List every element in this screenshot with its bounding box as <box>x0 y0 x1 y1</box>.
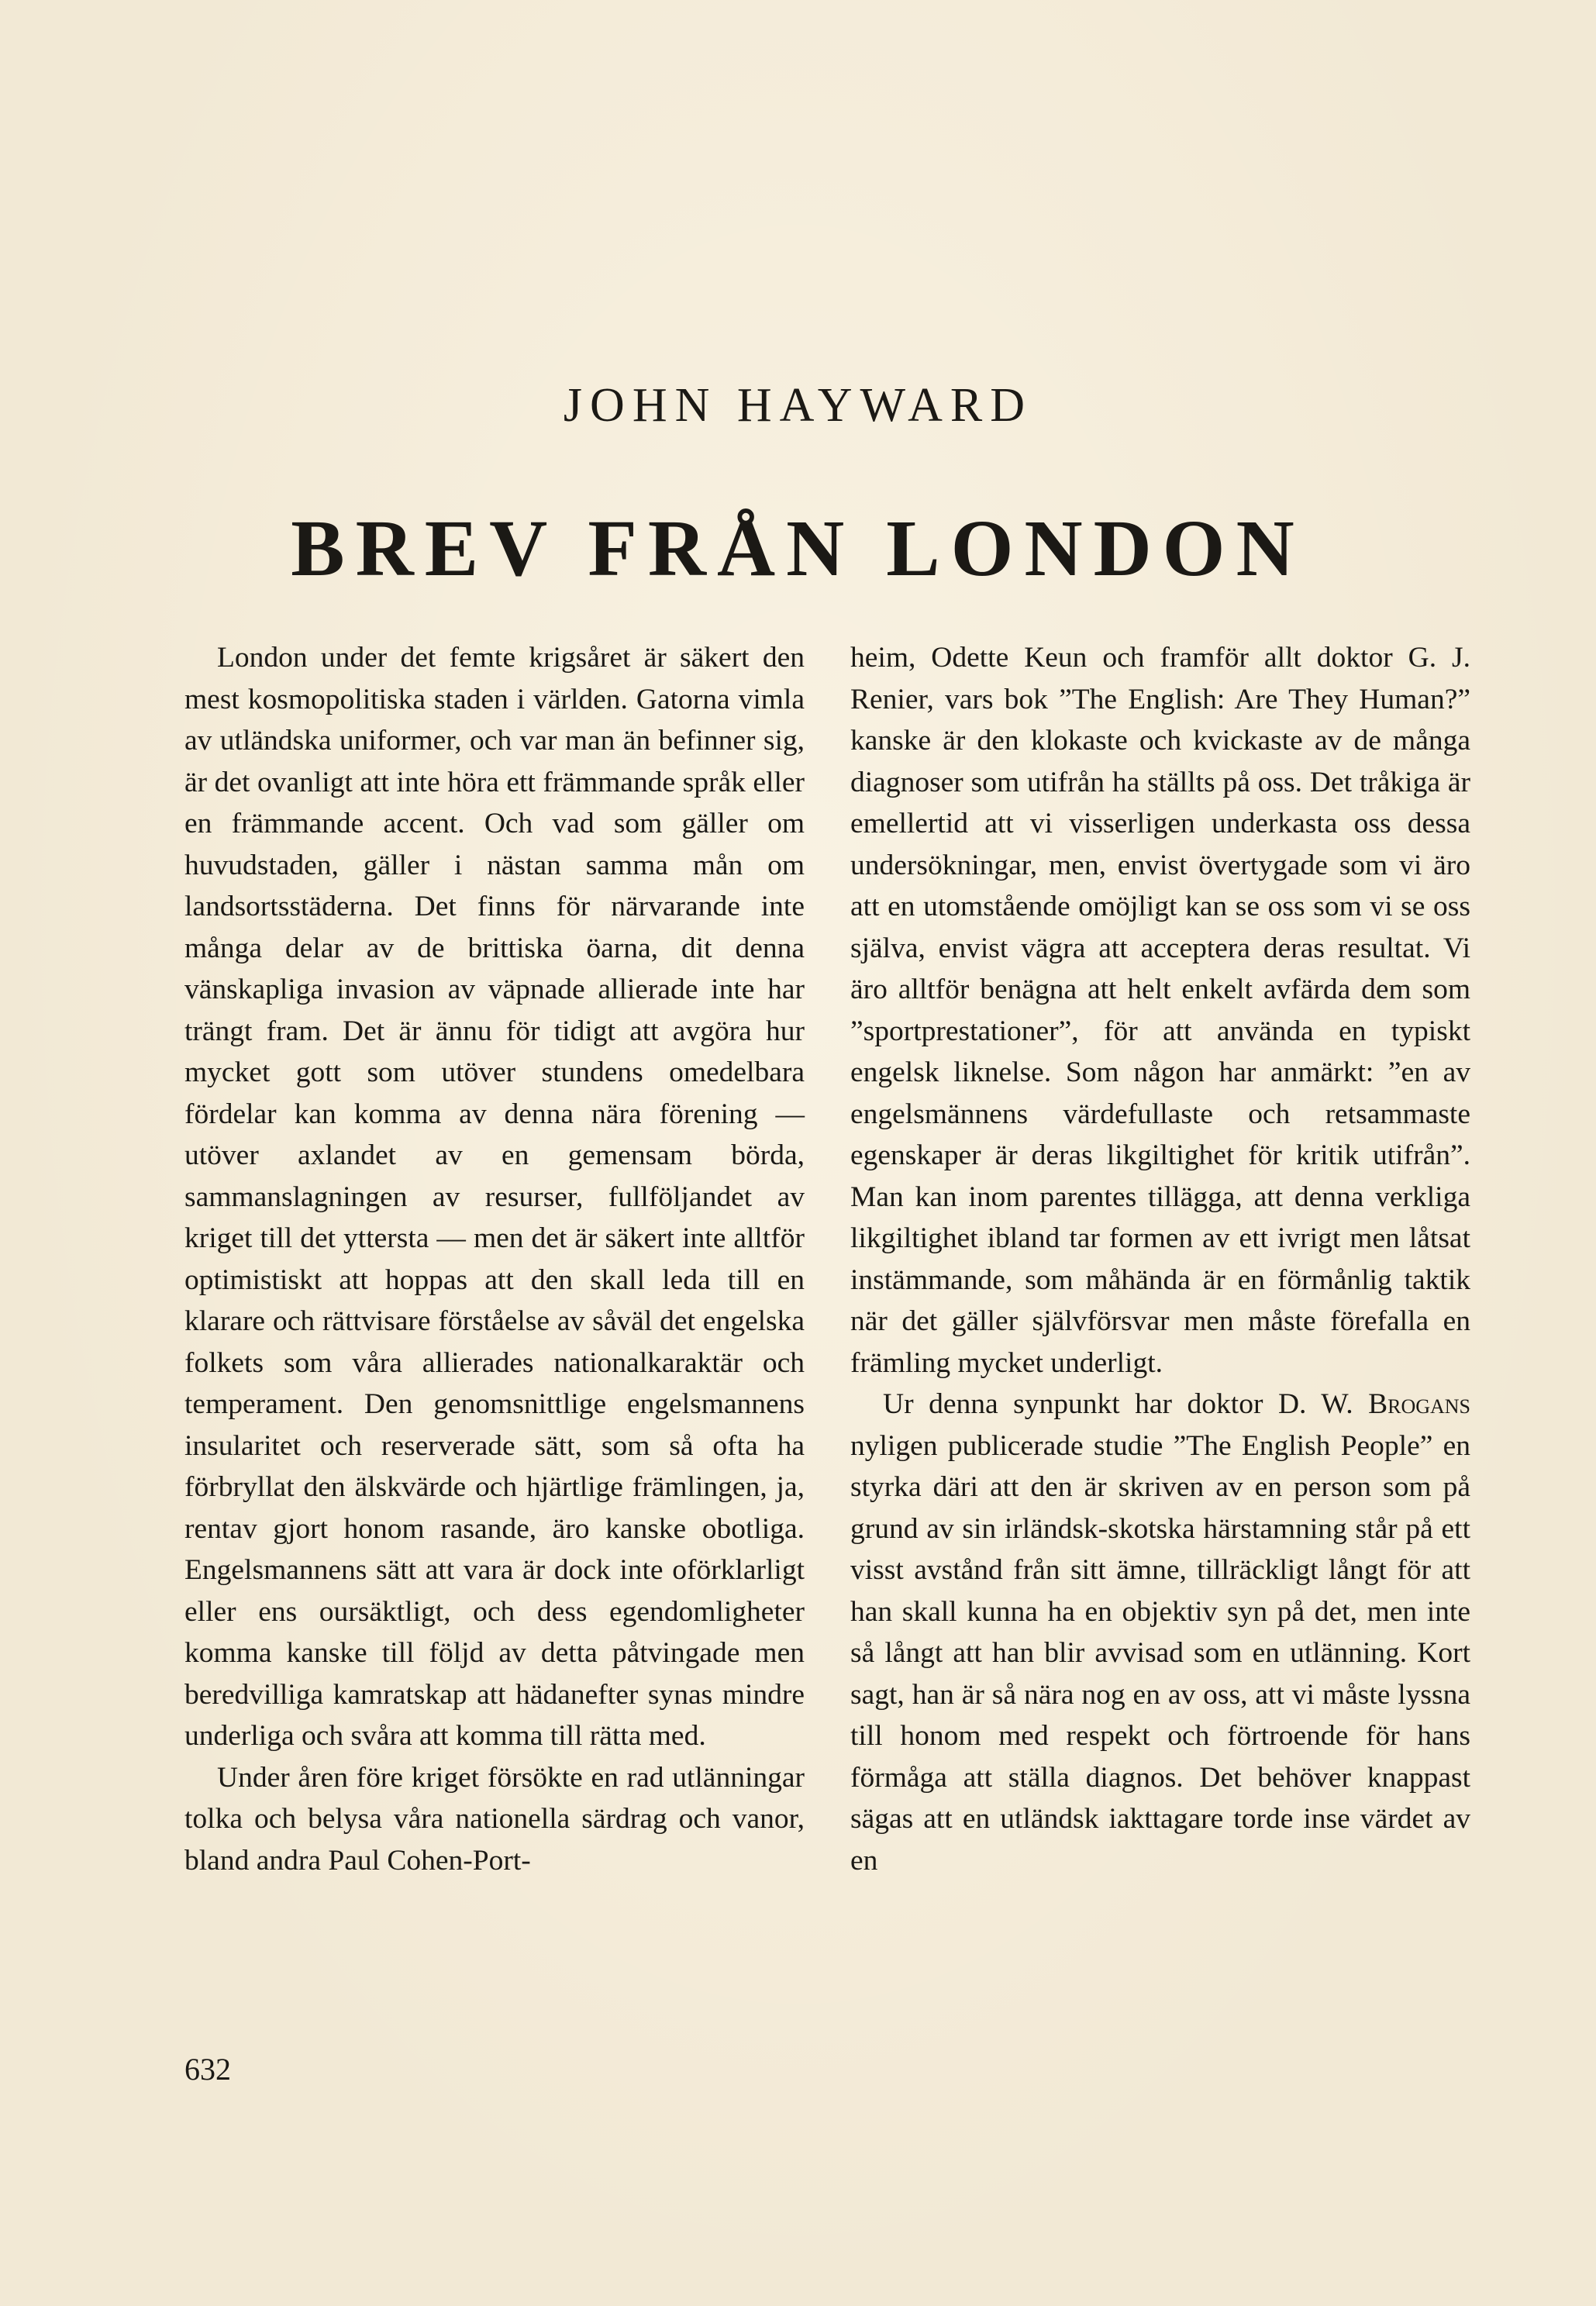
left-column <box>184 637 805 1881</box>
page-number: 632 <box>184 2052 231 2087</box>
right-column <box>850 637 1470 1881</box>
paragraph-lead: Ur denna synpunkt har doktor D. W. <box>883 1388 1353 1420</box>
article-title: BREV FRÅN LONDON <box>291 503 1305 593</box>
author-reference: Brogans <box>1368 1388 1471 1420</box>
body-paragraph <box>850 1384 1470 1881</box>
body-paragraph: Under åren före kriget försökte en rad utlänningar tolka och belysa våra nationella särdrag och vanor, bland andra Paul Cohen-Port- <box>184 1761 805 1877</box>
author-name: JOHN HAYWARD <box>563 379 1033 433</box>
body-paragraph-continued: heim, Odette Keun och framför allt doktor G. J. Renier, vars bok ”The English: Are They Human?” kanske är den klokaste och kvickaste av de många diagnoser som utifrån ha ställts på oss. Det tråkiga är emellertid att vi visserligen underkasta oss dessa undersökningar, men, envist övertygade som vi äro att en utomstående omöjligt kan se oss som vi se oss själva, envist vägra att acceptera deras resultat. Vi äro alltför benägna att helt enkelt avfärda dem som ”sportprestationer”, för att använda en typiskt engelsk liknelse. Som någon har anmärkt: ”en av engelsmännens värdefullaste och retsammaste egenskaper är deras likgiltighet för kritik utifrån”. Man kan inom parentes tillägga, att denna verkliga likgiltighet ibland tar formen av ett ivrigt men låtsat instämmande, som måhända är en förmånlig taktik när det gäller självförsvar men måste förefalla en främling mycket underligt. <box>850 642 1470 1379</box>
paragraph-rest: nyligen publicerade studie ”The English People” en styrka däri att den är skriven av en person som på grund av sin irländsk-skotska härstamning står på ett visst avstånd från sitt ämne, tillräckligt långt för att han skall kunna ha en objektiv syn på det, men inte så långt att han blir avvisad som en utlänning. Kort sagt, han är så nära nog en av oss, att vi måste lyssna till honom med respekt och förtroende för hans förmåga att ställa diagnos. Det behöver knappast sägas att en utländsk iakttagare torde inse värdet av en <box>850 1429 1470 1877</box>
body-paragraph: London under det femte krigsåret är säkert den mest kosmopolitiska staden i världen. Gatorna vimla av utländska uniformer, och var man än befinner sig, är det ovanligt att inte höra ett främmande språk eller en främmande accent. Och vad som gäller om huvudstaden, gäller i nästan samma mån om landsortsstäderna. Det finns för närvarande inte många delar av de brittiska öarna, dit denna vänskapliga invasion av väpnade allierade inte har trängt fram. Det är ännu för tidigt att avgöra hur mycket gott som utöver stundens omedelbara fördelar kan komma av denna nära förening — utöver axlandet av en gemensam börda, sammanslagningen av resurser, fullföljandet av kriget till det yttersta — men det är säkert inte alltför optimistiskt att hoppas att den skall leda till en klarare och rättvisare förståelse av såväl det engelska folkets som våra allierades nationalkaraktär och temperament. Den genomsnittlige engelsmannens insularitet och reserverade sätt, som så ofta ha förbryllat den älskvärde och hjärtlige främlingen, ja, rentav gjort honom rasande, äro kanske obotliga. Engelsmannens sätt att vara är dock inte oförklarligt eller ens oursäktligt, och dess egendomligheter komma kanske till följd av detta påtvingade men beredvilliga kamratskap att hädanefter synas mindre underliga och svåra att komma till rätta med. <box>184 642 805 1752</box>
